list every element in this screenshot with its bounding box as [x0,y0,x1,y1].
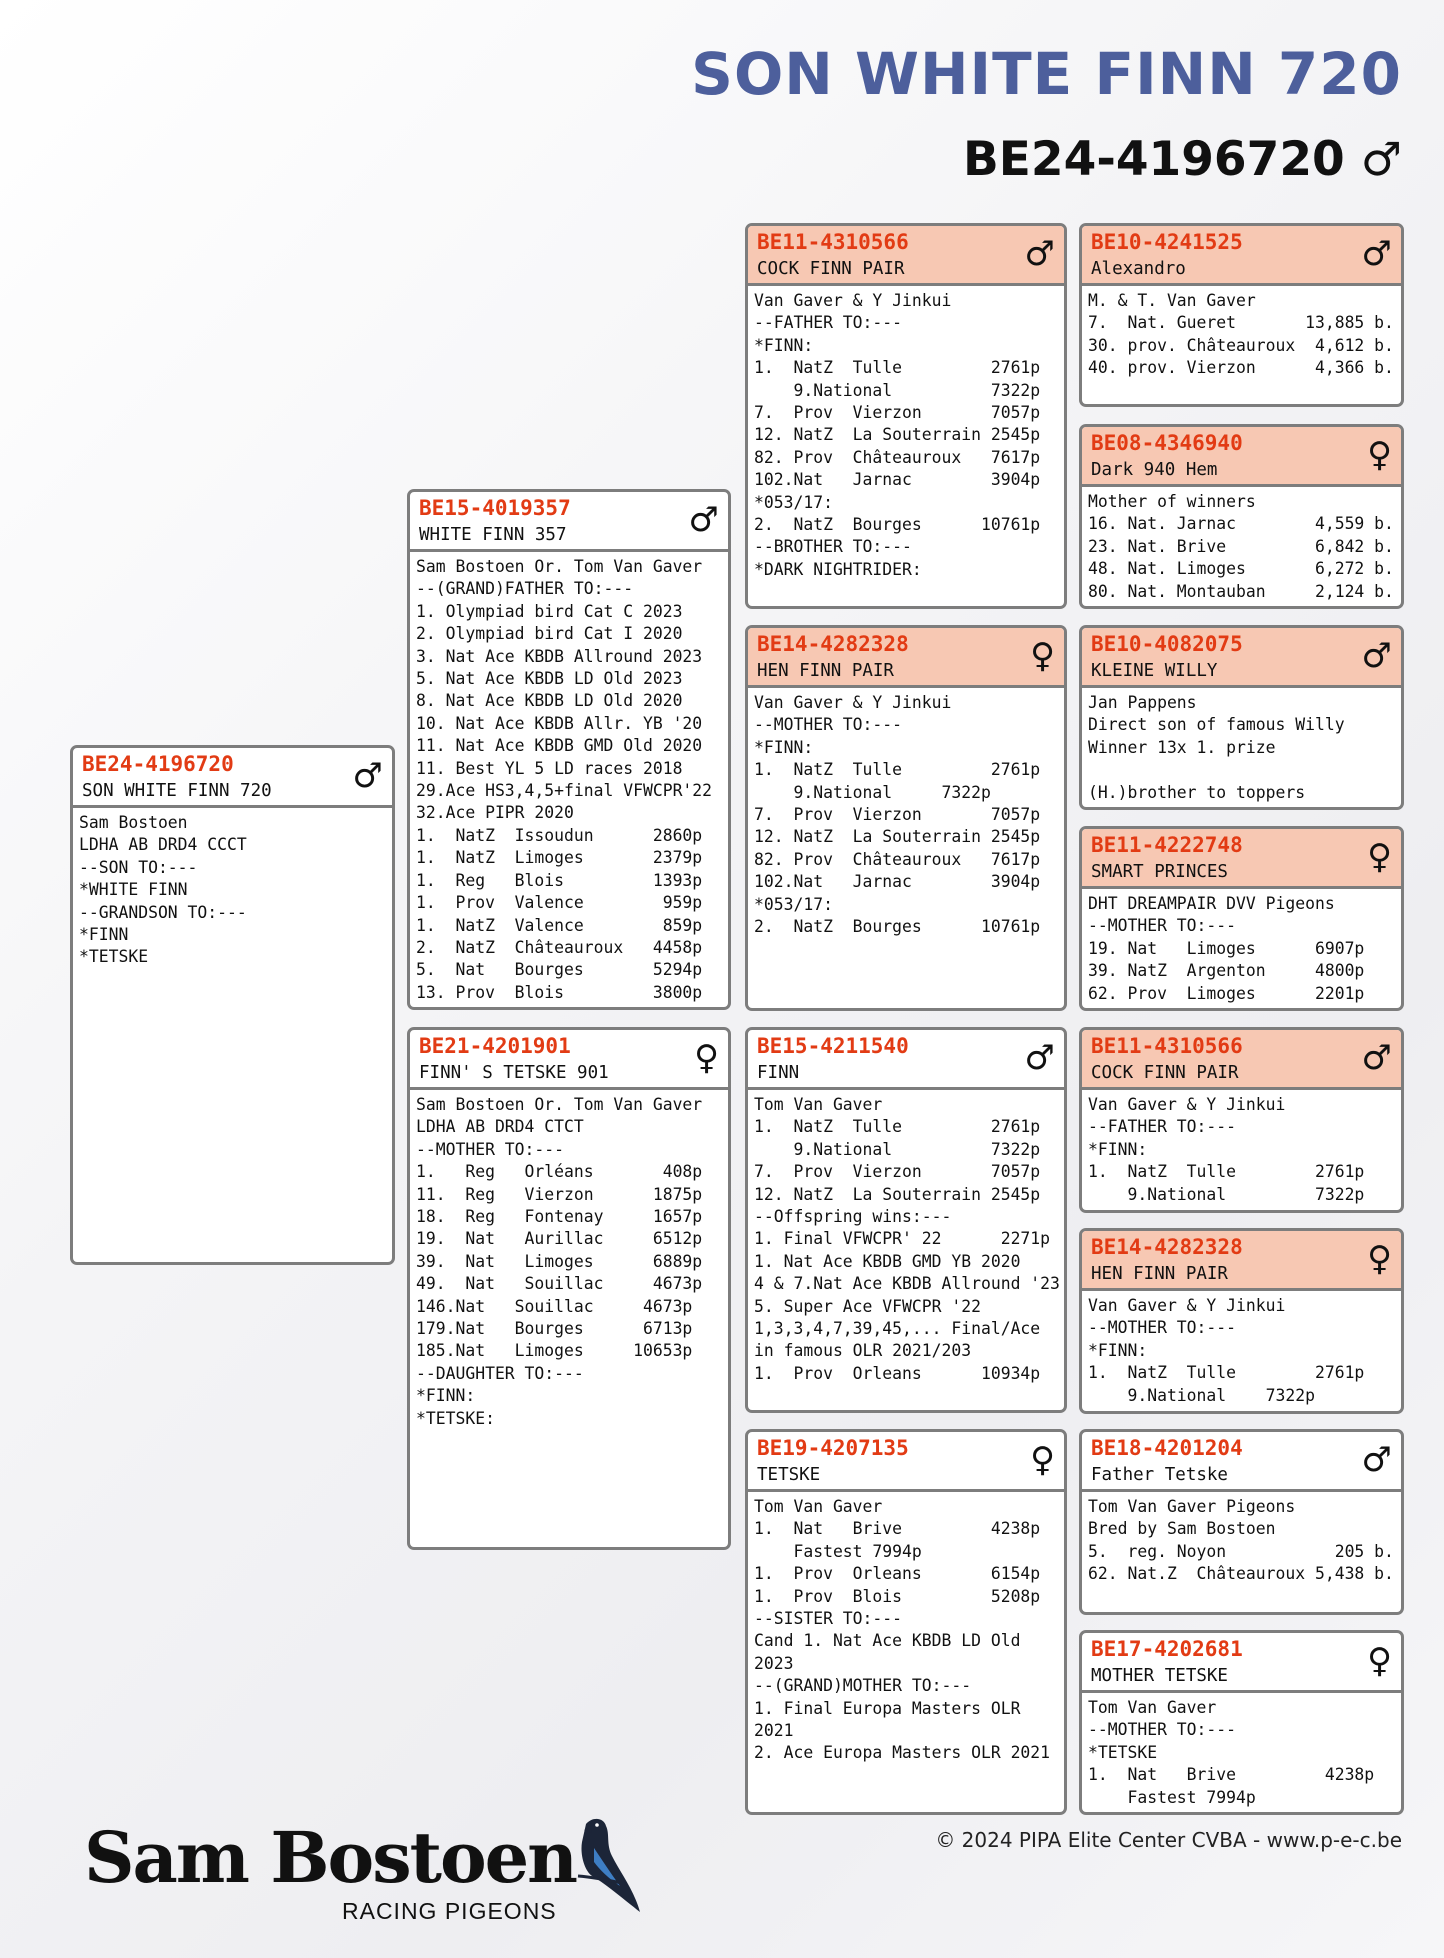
male-symbol-icon: ♂ [1024,1038,1055,1078]
card-header [410,492,728,552]
detail-line: *TETSKE [79,947,149,967]
ring-number: BE18-4201204 [1091,1436,1243,1460]
bird-name: COCK FINN PAIR [757,259,905,279]
bird-name: WHITE FINN 357 [419,525,567,545]
female-symbol-icon: ♀ [1367,1641,1392,1681]
card-header [1082,1030,1401,1090]
detail-line: --Offspring wins:--- [754,1207,952,1227]
detail-line: LDHA AB DRD4 CTCT [416,1117,584,1137]
card-header [73,748,392,808]
card-header [748,1030,1064,1090]
detail-line: 1. NatZ Tulle 2761p [754,760,1041,780]
detail-line: 2. NatZ Bourges 10761p [754,515,1041,535]
detail-line: Tom Van Gaver [754,1095,883,1114]
detail-line: in famous OLR 2021/203 [754,1341,972,1361]
bird-name: KLEINE WILLY [1091,661,1218,681]
pedigree-card-sire-dam-sire [1079,625,1404,810]
detail-line: 8. Nat Ace KBDB LD Old 2020 [416,691,683,711]
detail-line: --MOTHER TO:--- [1088,916,1237,936]
detail-line: 1. Prov Orleans 10934p [754,1363,1041,1383]
detail-line: *FINN: [754,335,814,355]
bird-name: TETSKE [757,1465,821,1485]
female-symbol-icon: ♀ [1030,1440,1055,1480]
pedigree-card-sire-sire-sire [1079,223,1404,407]
detail-line: 1. Nat Ace KBDB GMD YB 2020 [754,1251,1021,1271]
card-details [1082,688,1401,804]
detail-line: 62. Prov Limoges 2201p [1088,983,1365,1003]
detail-line [1088,759,1395,781]
pedigree-card-dam-dam-dam [1079,1630,1404,1815]
detail-line: *FINN: [1088,1340,1148,1360]
detail-line: --FATHER TO:--- [1088,1117,1237,1137]
pedigree-card-dam-dam-sire [1079,1429,1404,1615]
bird-name: FINN' S TETSKE 901 [419,1063,609,1083]
detail-line: Tom Van Gaver [1088,1698,1217,1717]
detail-line: 19. Nat Limoges 6907p [1088,938,1365,958]
card-details [1082,1693,1401,1809]
detail-line: Fastest 7994p [754,1541,922,1561]
detail-line: (H.)brother to toppers [1088,782,1306,802]
bird-name: FINN [757,1063,800,1083]
detail-line: 18. Reg Fontenay 1657p [416,1207,703,1227]
detail-line: --BROTHER TO:--- [754,537,912,557]
pedigree-card-dam-sire [745,1027,1067,1413]
bird-name: Dark 940 Hem [1091,460,1218,480]
detail-line: Sam Bostoen Or. Tom Van Gaver [416,1095,703,1114]
pedigree-card-dam-sire-sire [1079,1027,1404,1213]
detail-line: Fastest 7994p [1088,1787,1256,1807]
male-symbol-icon: ♂ [1360,132,1402,186]
detail-line: *FINN: [754,737,814,757]
detail-line: 11. Reg Vierzon 1875p [416,1184,703,1204]
detail-line: 12. NatZ La Souterrain 2545p [754,1184,1041,1204]
detail-line: 2. Olympiad bird Cat I 2020 [416,624,683,644]
detail-line: 32.Ace PIPR 2020 [416,803,574,823]
ring-number: BE11-4310566 [1091,1034,1243,1058]
detail-line: 2023 [754,1653,794,1673]
card-details [748,1492,1064,1765]
detail-line: 1. Prov Orleans 6154p [754,1564,1041,1584]
detail-line: 5. Nat Bourges 5294p [416,960,703,980]
detail-line: 29.Ace HS3,4,5+final VFWCPR'22 [416,781,713,801]
logo-tagline: RACING PIGEONS [342,1898,557,1924]
detail-line: 30. prov. Châteauroux 4,612 b. [1088,335,1394,355]
detail-line: LDHA AB DRD4 CCCT [79,835,247,855]
card-header [1082,427,1401,487]
detail-line: 49. Nat Souillac 4673p [416,1274,703,1294]
detail-line: 5. Nat Ace KBDB LD Old 2023 [416,669,683,689]
detail-line: 102.Nat Jarnac 3904p [754,470,1041,490]
detail-line: 1. Olympiad bird Cat C 2023 [416,601,683,621]
detail-line: *053/17: [754,894,833,914]
detail-line: 7. Prov Vierzon 7057p [754,1162,1041,1182]
detail-line: --GRANDSON TO:--- [79,902,247,922]
pedigree-card-sire [407,489,731,1010]
detail-line: DHT DREAMPAIR DVV Pigeons [1088,894,1335,913]
detail-line: Van Gaver & Y Jinkui [1088,1296,1286,1315]
detail-line: 1. Prov Blois 5208p [754,1586,1041,1606]
bird-name: MOTHER TETSKE [1091,1666,1228,1686]
detail-line: 1. Final Europa Masters OLR [754,1698,1021,1718]
detail-line: --MOTHER TO:--- [1088,1720,1237,1740]
detail-line: 1. Reg Orléans 408p [416,1162,703,1182]
male-symbol-icon: ♂ [352,756,383,796]
bird-name: Father Tetske [1091,1465,1228,1485]
card-details [748,286,1064,581]
card-details [748,1090,1064,1385]
card-header [1082,1633,1401,1693]
detail-line: 2. NatZ Bourges 10761p [754,917,1041,937]
ring-number: BE14-4282328 [757,632,909,656]
detail-line: 2. Ace Europa Masters OLR 2021 [754,1743,1051,1763]
detail-line: 62. Nat.Z Châteauroux 5,438 b. [1088,1564,1394,1584]
detail-line: Direct son of famous Willy [1088,715,1345,735]
ring-number: BE15-4019357 [419,496,571,520]
male-symbol-icon: ♂ [1361,1440,1392,1480]
detail-line: 146.Nat Souillac 4673p [416,1296,693,1316]
detail-line: *DARK NIGHTRIDER: [754,559,922,579]
card-details [410,1090,728,1430]
detail-line: --DAUGHTER TO:--- [416,1363,584,1383]
ring-number: BE10-4082075 [1091,632,1243,656]
pedigree-card-subject [70,745,395,1265]
male-symbol-icon: ♂ [1024,234,1055,274]
detail-line: 9.National 7322p [1088,1184,1365,1204]
bird-name: SMART PRINCES [1091,862,1228,882]
brand-logo [84,1816,577,1938]
detail-line: 7. Prov Vierzon 7057p [754,403,1041,423]
detail-line: 5. Super Ace VFWCPR '22 [754,1296,981,1316]
ring-number: BE17-4202681 [1091,1637,1243,1661]
detail-line: Cand 1. Nat Ace KBDB LD Old [754,1631,1021,1651]
detail-line: 82. Prov Châteauroux 7617p [754,447,1041,467]
detail-line: 2021 [754,1721,794,1741]
card-details [1082,889,1401,1005]
detail-line: 80. Nat. Montauban 2,124 b. [1088,581,1394,601]
detail-line: *TETSKE [1088,1742,1158,1762]
detail-line: Tom Van Gaver [754,1497,883,1516]
detail-line: 9.National 7322p [754,1139,1041,1159]
detail-line: 1,3,3,4,7,39,45,... Final/Ace [754,1319,1041,1339]
pedigree-card-sire-dam-dam [1079,826,1404,1011]
detail-line: Van Gaver & Y Jinkui [1088,1095,1286,1114]
detail-line: 1. Nat Brive 4238p [1088,1765,1375,1785]
female-symbol-icon: ♀ [1367,837,1392,877]
pigeon-logo-icon [494,1814,644,1924]
copyright-footer: © 2024 PIPA Elite Center CVBA - www.p-e-c.be [935,1828,1402,1852]
detail-line: *FINN: [416,1386,476,1406]
detail-line: --FATHER TO:--- [754,313,903,333]
detail-line: 1. NatZ Limoges 2379p [416,848,703,868]
detail-line: 23. Nat. Brive 6,842 b. [1088,536,1394,556]
detail-line: Sam Bostoen Or. Tom Van Gaver [416,557,703,576]
detail-line: Van Gaver & Y Jinkui [754,693,952,712]
logo-wordmark: Sam Bostoen [84,1816,577,1899]
detail-line: 7. Nat. Gueret 13,885 b. [1088,313,1394,333]
pedigree-card-sire-dam [745,625,1067,1011]
detail-line: 10. Nat Ace KBDB Allr. YB '20 [416,713,703,733]
page-title: SON WHITE FINN 720 [691,40,1402,108]
ring-number: BE11-4310566 [757,230,909,254]
card-header [1082,628,1401,688]
card-header [1082,829,1401,889]
ring-number: BE21-4201901 [419,1034,571,1058]
ring-number: BE11-4222748 [1091,833,1243,857]
ring-number: BE14-4282328 [1091,1235,1243,1259]
bird-name: COCK FINN PAIR [1091,1063,1239,1083]
male-symbol-icon: ♂ [1361,234,1392,274]
card-details [410,552,728,1004]
detail-line: 179.Nat Bourges 6713p [416,1319,693,1339]
detail-line: 9.National 7322p [754,380,1041,400]
detail-line: Tom Van Gaver Pigeons [1088,1497,1296,1516]
female-symbol-icon: ♀ [1030,636,1055,676]
card-header [748,1432,1064,1492]
male-symbol-icon: ♂ [1361,1038,1392,1078]
detail-line: 39. NatZ Argenton 4800p [1088,961,1365,981]
detail-line: 1. Prov Valence 959p [416,893,703,913]
detail-line: --(GRAND)MOTHER TO:--- [754,1676,972,1696]
bird-name: Alexandro [1091,259,1186,279]
detail-line: 19. Nat Aurillac 6512p [416,1229,703,1249]
detail-line: Winner 13x 1. prize [1088,737,1276,757]
detail-line: 5. reg. Noyon 205 b. [1088,1541,1394,1561]
male-symbol-icon: ♂ [1361,636,1392,676]
detail-line: *WHITE FINN [79,880,188,900]
female-symbol-icon: ♀ [1367,1239,1392,1279]
card-header [1082,1432,1401,1492]
card-details [1082,1090,1401,1206]
detail-line: Mother of winners [1088,492,1256,511]
detail-line: 1. NatZ Tulle 2761p [754,1117,1041,1137]
detail-line: --SISTER TO:--- [754,1609,903,1629]
bird-name: HEN FINN PAIR [1091,1264,1228,1284]
pedigree-card-dam-sire-dam [1079,1228,1404,1414]
card-details [748,688,1064,938]
detail-line: 48. Nat. Limoges 6,272 b. [1088,559,1394,579]
detail-line: 1. NatZ Tulle 2761p [1088,1162,1365,1182]
detail-line: 185.Nat Limoges 10653p [416,1341,693,1361]
detail-line: 12. NatZ La Souterrain 2545p [754,827,1041,847]
detail-line: --MOTHER TO:--- [416,1139,565,1159]
detail-line: 1. Nat Brive 4238p [754,1519,1041,1539]
card-details [1082,1492,1401,1586]
detail-line: *053/17: [754,492,833,512]
ring-number: BE08-4346940 [1091,431,1243,455]
subject-ring-number: BE24-4196720 [962,132,1345,187]
pedigree-card-dam [407,1027,731,1550]
card-details [1082,286,1401,380]
ring-number: BE15-4211540 [757,1034,909,1058]
detail-line: 1. Final VFWCPR' 22 2271p [754,1229,1051,1249]
detail-line: 11. Nat Ace KBDB GMD Old 2020 [416,736,703,756]
card-header [748,226,1064,286]
female-symbol-icon: ♀ [1367,435,1392,475]
detail-line: 1. NatZ Tulle 2761p [1088,1363,1365,1383]
detail-line: 1. NatZ Tulle 2761p [754,358,1041,378]
detail-line: 9.National 7322p [754,782,991,802]
detail-line: 3. Nat Ace KBDB Allround 2023 [416,646,703,666]
detail-line: --SON TO:--- [79,857,198,877]
detail-line: Jan Pappens [1088,693,1197,712]
detail-line: 39. Nat Limoges 6889p [416,1251,703,1271]
ring-number: BE24-4196720 [82,752,234,776]
detail-line: 9.National 7322p [1088,1385,1315,1405]
ring-number: BE10-4241525 [1091,230,1243,254]
detail-line: *TETSKE: [416,1408,495,1428]
detail-line: 1. NatZ Valence 859p [416,915,703,935]
detail-line: 13. Prov Blois 3800p [416,982,703,1002]
pedigree-card-sire-sire-dam [1079,424,1404,609]
card-header [410,1030,728,1090]
detail-line: 7. Prov Vierzon 7057p [754,805,1041,825]
detail-line: 1. Reg Blois 1393p [416,870,703,890]
detail-line: 4 & 7.Nat Ace KBDB Allround '23 [754,1274,1060,1294]
detail-line: 1. NatZ Issoudun 2860p [416,825,703,845]
detail-line: *FINN: [1088,1139,1148,1159]
detail-line: --(GRAND)FATHER TO:--- [416,579,634,599]
detail-line: 12. NatZ La Souterrain 2545p [754,425,1041,445]
pedigree-card-sire-sire [745,223,1067,609]
card-details [1082,1291,1401,1407]
detail-line: 82. Prov Châteauroux 7617p [754,849,1041,869]
detail-line: 2. NatZ Châteauroux 4458p [416,937,703,957]
card-details [73,808,392,969]
detail-line: 16. Nat. Jarnac 4,559 b. [1088,514,1394,534]
card-header [1082,1231,1401,1291]
detail-line: 40. prov. Vierzon 4,366 b. [1088,358,1394,378]
bird-name: SON WHITE FINN 720 [82,781,272,801]
detail-line: --MOTHER TO:--- [754,715,903,735]
male-symbol-icon: ♂ [688,500,719,540]
detail-line: *FINN [79,925,129,945]
detail-line: Bred by Sam Bostoen [1088,1519,1276,1539]
ring-number: BE19-4207135 [757,1436,909,1460]
card-header [748,628,1064,688]
bird-name: HEN FINN PAIR [757,661,894,681]
detail-line: 102.Nat Jarnac 3904p [754,872,1041,892]
detail-line: Sam Bostoen [79,813,188,832]
detail-line: Van Gaver & Y Jinkui [754,291,952,310]
detail-line: M. & T. Van Gaver [1088,291,1256,310]
detail-line: 11. Best YL 5 LD races 2018 [416,758,683,778]
card-details [1082,487,1401,603]
card-header [1082,226,1401,286]
pedigree-card-dam-dam [745,1429,1067,1815]
subject-ring-heading [963,132,1402,187]
female-symbol-icon: ♀ [694,1038,719,1078]
detail-line: --MOTHER TO:--- [1088,1318,1237,1338]
